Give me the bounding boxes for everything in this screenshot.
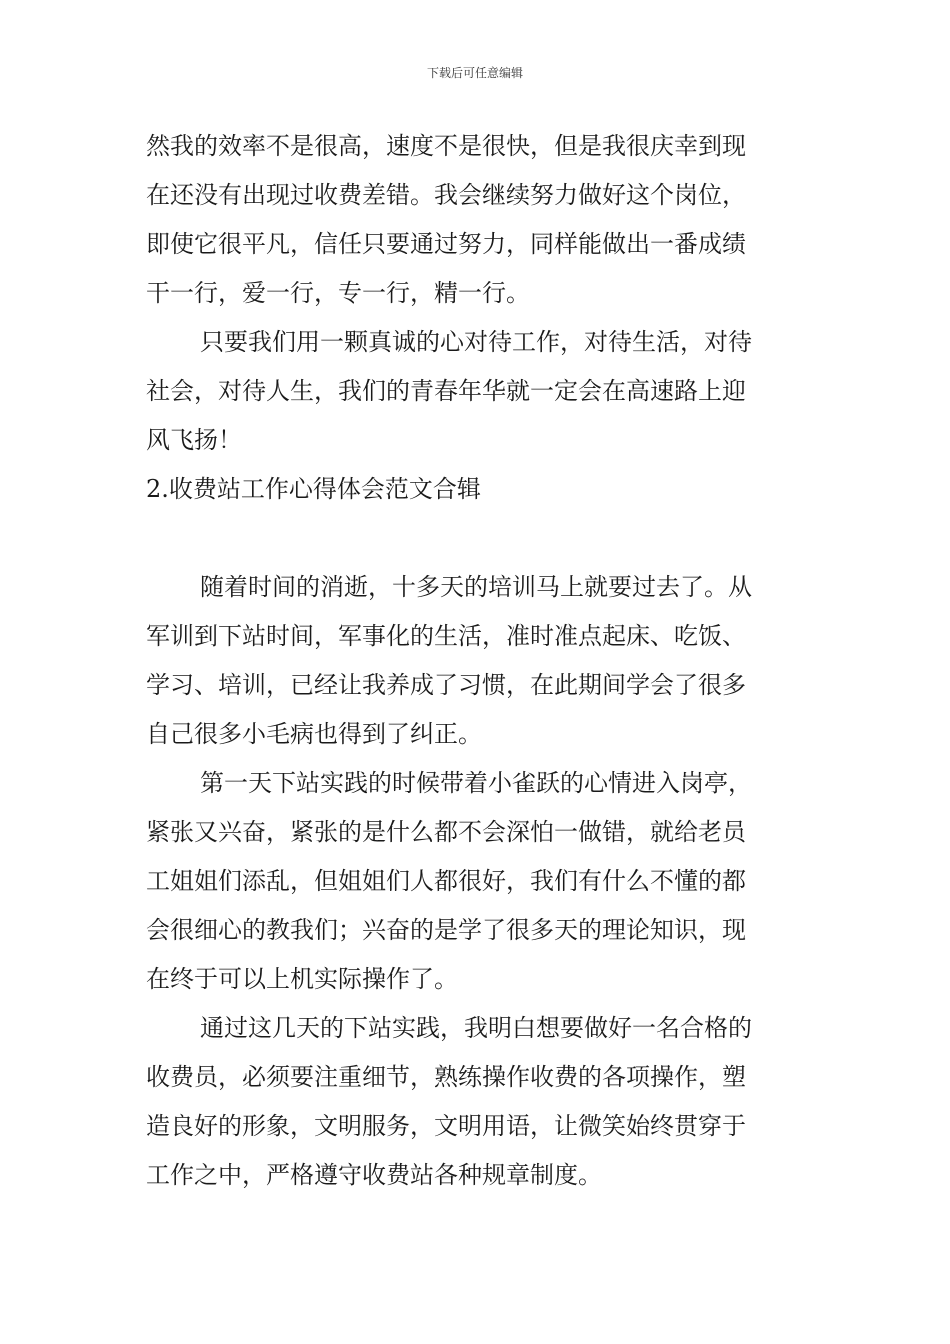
- text-line: 工姐姐们添乱，但姐姐们人都很好，我们有什么不懂的都: [146, 867, 746, 895]
- text-line: 干一行，爱一行，专一行，精一行。: [146, 279, 530, 307]
- text-line: 即使它很平凡，信任只要通过努力，同样能做出一番成绩: [146, 230, 746, 258]
- paragraph-start: 第一天下站实践的时候带着小雀跃的心情进入岗亭，: [200, 769, 752, 797]
- text-line: 紧张又兴奋，紧张的是什么都不会深怕一做错，就给老员: [146, 818, 746, 846]
- text-line: 风飞扬！: [146, 426, 242, 454]
- text-line: 造良好的形象，文明服务，文明用语，让微笑始终贯穿于: [146, 1112, 746, 1140]
- blank-line: [146, 514, 810, 563]
- text-line: 学习、培训，已经让我养成了习惯，在此期间学会了很多: [146, 671, 746, 699]
- paragraph-start: 通过这几天的下站实践，我明白想要做好一名合格的: [200, 1014, 752, 1042]
- paragraph-start: 只要我们用一颗真诚的心对待工作，对待生活，对待: [200, 328, 752, 356]
- text-line: 工作之中，严格遵守收费站各种规章制度。: [146, 1161, 602, 1189]
- page-header: 下载后可任意编辑: [426, 66, 523, 80]
- paragraph-start: 随着时间的消逝，十多天的培训马上就要过去了。从: [200, 573, 752, 601]
- text-line: 自己很多小毛病也得到了纠正。: [146, 720, 482, 748]
- text-line: 收费员，必须要注重细节，熟练操作收费的各项操作，塑: [146, 1063, 746, 1091]
- text-line: 军训到下站时间，军事化的生活，准时准点起床、吃饭、: [146, 622, 746, 650]
- text-line: 社会，对待人生，我们的青春年华就一定会在高速路上迎: [146, 377, 746, 405]
- text-line: 会很细心的教我们；兴奋的是学了很多天的理论知识，现: [146, 916, 746, 944]
- document-body: [146, 122, 810, 1200]
- text-line: 在终于可以上机实际操作了。: [146, 965, 458, 993]
- text-line: 在还没有出现过收费差错。我会继续努力做好这个岗位，: [146, 181, 746, 209]
- section-heading: 2.收费站工作心得体会范文合辑: [146, 475, 481, 503]
- text-line: 然我的效率不是很高，速度不是很快，但是我很庆幸到现: [146, 132, 746, 160]
